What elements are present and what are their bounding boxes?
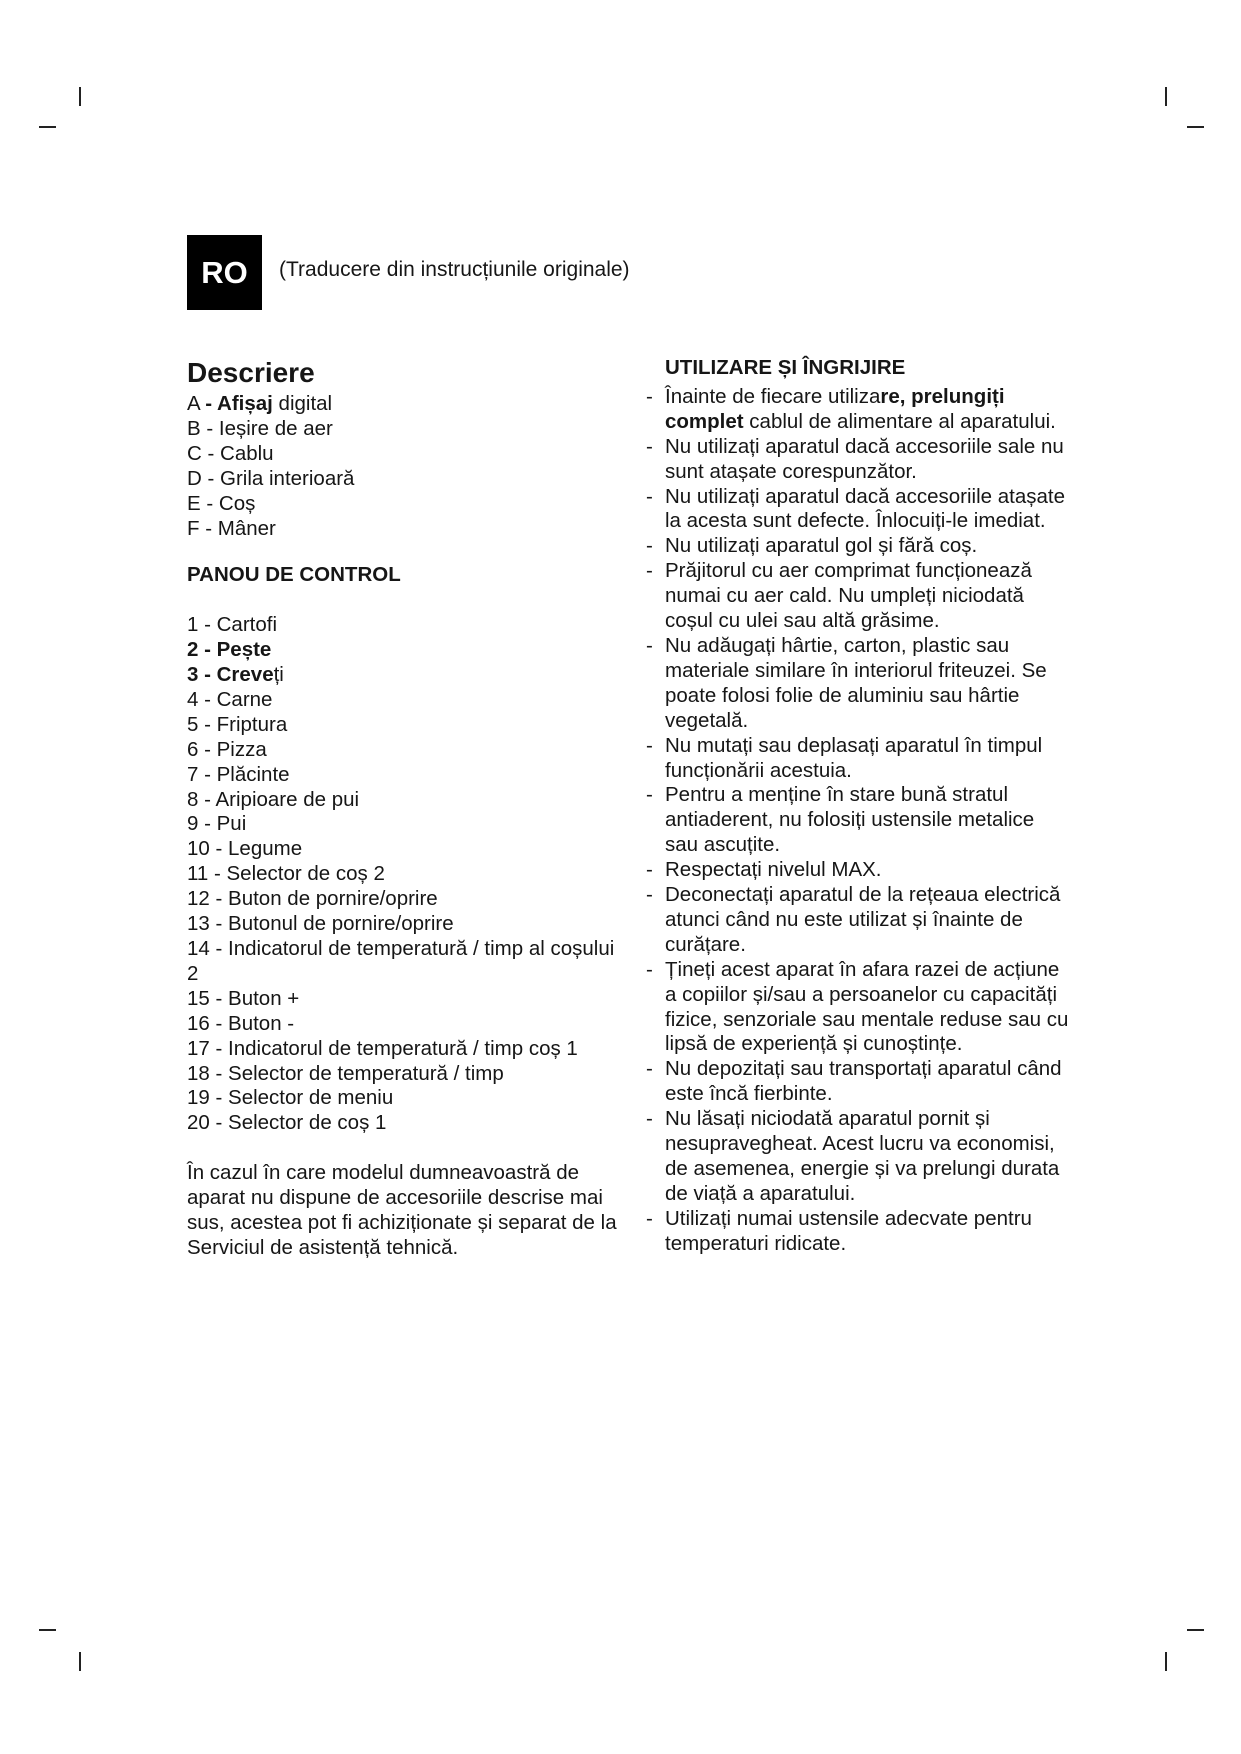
list-item [187, 492, 627, 517]
list-item [665, 385, 1070, 435]
list-item [187, 912, 627, 937]
crop-mark [1165, 1652, 1167, 1671]
list-item [187, 663, 627, 688]
list-item [187, 713, 627, 738]
list-item [187, 1086, 627, 1111]
crop-mark [1165, 87, 1167, 106]
list-item: - Țineți acest aparat în afara razei de acțiune a copiilor și/sau a persoanelor cu capacități fizice, senzoriale sau mentale reduse sau cu lipsă de experiență și cunoștințe. [665, 958, 1070, 1058]
text: C - Cablu [187, 441, 274, 465]
text: 4 - Carne [187, 687, 273, 711]
subtitle: (Traducere din instrucțiunile originale) [279, 258, 630, 281]
list-item [187, 467, 627, 492]
text: 11 - Selector de coș 2 [187, 862, 385, 886]
list-item [187, 812, 627, 837]
text: 6 - Pizza [187, 737, 267, 761]
accessories-note: În cazul în care modelul dumneavoastră de aparat nu dispune de accesoriile descrise mai sus, acestea pot fi achiziționate și separat de la Serviciul de asistență tehnică. [187, 1161, 617, 1259]
control-panel-title: PANOU DE CONTROL [187, 563, 401, 587]
list-item [187, 417, 627, 442]
language-badge: RO [187, 235, 262, 310]
text: B - Ieșire de aer [187, 416, 333, 440]
left-column [187, 356, 627, 1261]
list-item: - Nu utilizați aparatul gol și fără coș. [665, 534, 1070, 559]
text: A [187, 392, 206, 415]
text: 8 - Aripioare de pui [187, 787, 360, 811]
list-item [187, 987, 627, 1012]
list-item: - Nu mutați sau deplasați aparatul în timpul funcționării acestuia. [665, 734, 1070, 784]
list-item [187, 1062, 627, 1087]
text: 18 - Selector de temperatură / timp [187, 1061, 504, 1085]
list-item: - Deconectați aparatul de la rețeaua electrică atunci când nu este utilizat și înainte de curățare. [665, 883, 1070, 958]
list-item: - Pentru a menține în stare bună stratul antiaderent, nu folosiți ustensile metalice sau ascuțite. [665, 783, 1070, 858]
text: 17 - Indicatorul de temperatură / timp coș 1 [187, 1036, 578, 1060]
list-item [187, 937, 627, 987]
text: E - Coș [187, 491, 256, 515]
text: 1 - Cartofi [187, 613, 277, 637]
text: 16 - Buton - [187, 1011, 295, 1035]
crop-mark [1187, 126, 1204, 128]
usage-title: UTILIZARE ȘI ÎNGRIJIRE [665, 356, 906, 379]
crop-mark [39, 126, 56, 128]
text: 12 - Buton de pornire/oprire [187, 887, 438, 911]
list-item [187, 613, 627, 638]
list-item [187, 738, 627, 763]
text: F - Mâner [187, 516, 276, 540]
text: Înainte de fiecare utiliza [665, 384, 881, 408]
bold-text: re, prelungiți complet [665, 384, 1005, 433]
list-item [187, 392, 627, 417]
list-item [187, 862, 627, 887]
text: 15 - Buton + [187, 986, 300, 1010]
crop-mark [79, 87, 81, 106]
text: cablul de alimentare al aparatului. [743, 409, 1056, 433]
list-item [187, 837, 627, 862]
list-item: - Nu utilizați aparatul dacă accesoriile sale nu sunt atașate corespunzător. [665, 435, 1070, 485]
usage-list [665, 385, 1070, 1257]
list-item [187, 442, 627, 467]
list-item: - Nu depozitați sau transportați aparatul când este încă fierbinte. [665, 1057, 1070, 1107]
list-item [187, 638, 627, 663]
text: digital [272, 392, 333, 415]
crop-mark [79, 1652, 81, 1671]
text: 5 - Friptura [187, 712, 288, 736]
description-title: Descriere [187, 357, 315, 388]
text: 9 - Pui [187, 812, 247, 836]
crop-mark [1187, 1629, 1204, 1631]
text: 14 - Indicatorul de temperatură / timp al coșului 2 [187, 937, 615, 985]
list-item: - Nu utilizați aparatul dacă accesoriile atașate la acesta sunt defecte. Înlocuiți-le imediat. [665, 485, 1070, 535]
list-item [187, 1037, 627, 1062]
list-item [187, 887, 627, 912]
bold-text: - Afișaj [205, 392, 273, 415]
list-item [187, 688, 627, 713]
list-item: - Utilizați numai ustensile adecvate pentru temperaturi ridicate. [665, 1207, 1070, 1257]
control-panel-list [187, 613, 627, 1136]
list-item [187, 1012, 627, 1037]
list-item: - Nu lăsați niciodată aparatul pornit și nesupravegheat. Acest lucru va economisi, de asemenea, energie și va prelungi durata de viață a aparatului. [665, 1107, 1070, 1207]
text: 10 - Legume [187, 837, 303, 861]
bold-text: 2 - Pește [187, 638, 272, 662]
list-item: - Nu adăugați hârtie, carton, plastic sau materiale similare în interiorul friteuzei. Se poate folosi folie de aluminiu sau hârtie vegetală. [665, 634, 1070, 734]
right-column [665, 356, 1070, 1257]
crop-mark [39, 1629, 56, 1631]
text: 7 - Plăcinte [187, 762, 290, 786]
list-item [187, 517, 627, 542]
list-item: - Respectați nivelul MAX. [665, 858, 1070, 883]
list-item: - Prăjitorul cu aer comprimat funcționează numai cu aer cald. Nu umpleți niciodată coșul cu ulei sau altă grăsime. [665, 559, 1070, 634]
list-item [187, 788, 627, 813]
list-item [187, 1111, 627, 1136]
description-list [187, 392, 627, 541]
text: 19 - Selector de meniu [187, 1086, 394, 1110]
bold-text: 3 - Creve [187, 663, 274, 687]
list-item [187, 763, 627, 788]
text: D - Grila interioară [187, 466, 355, 490]
text: ți [273, 663, 284, 687]
text: 13 - Butonul de pornire/oprire [187, 912, 454, 936]
text: 20 - Selector de coș 1 [187, 1111, 387, 1135]
